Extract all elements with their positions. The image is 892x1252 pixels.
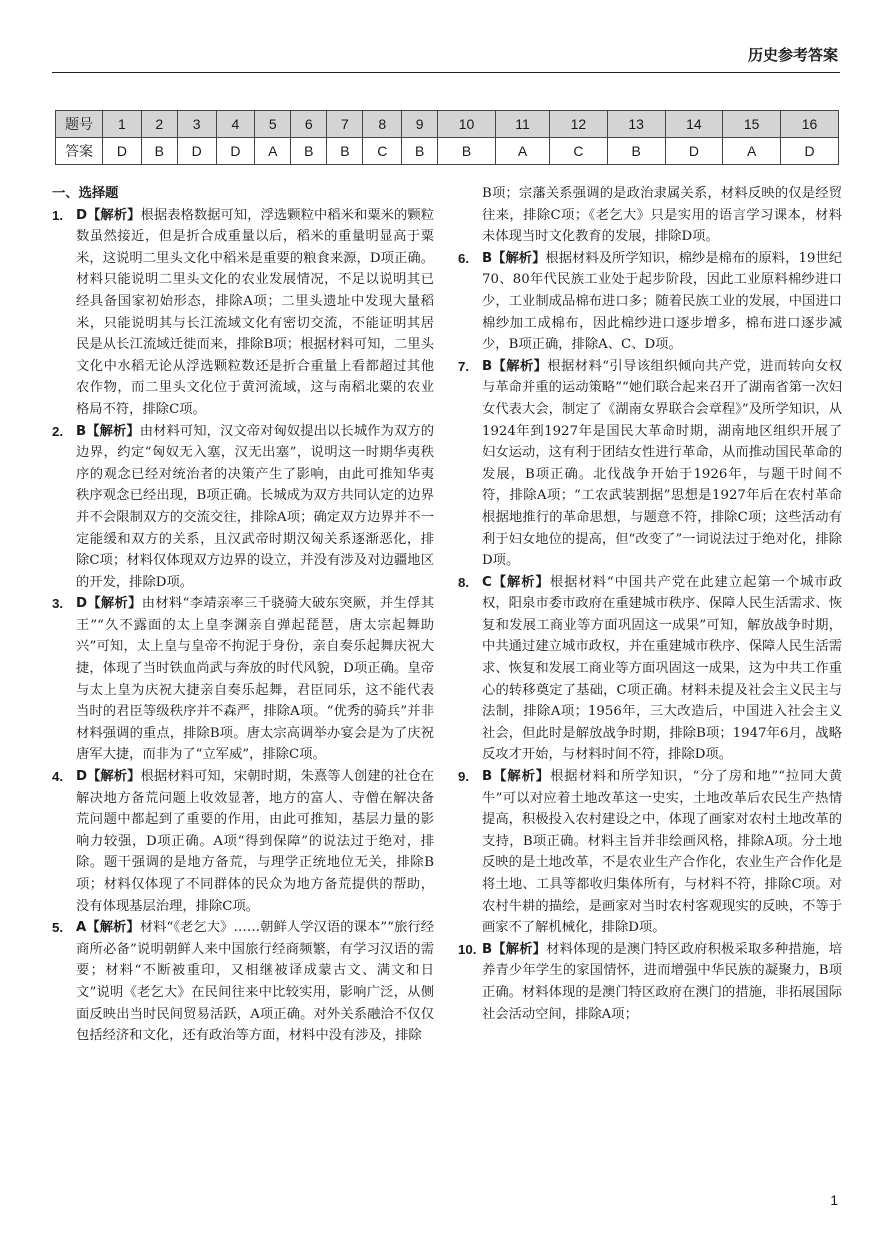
question-number-cell: 4 bbox=[216, 111, 255, 138]
answer-item-8 bbox=[458, 572, 842, 766]
answer-cell: D bbox=[781, 138, 839, 165]
item-answer-tag: C【解析】 bbox=[482, 574, 550, 590]
answer-cell: C bbox=[550, 138, 608, 165]
item-answer-tag: B【解析】 bbox=[482, 250, 546, 266]
question-number-cell: 1 bbox=[103, 111, 142, 138]
item-explanation: 材料“《老乞大》……朝鲜人学汉语的课本”“旅行经商所必备”说明朝鲜人来中国旅行经商频繁，有学习汉语的需要；材料“不断被重印，又相继被译成蒙古文、满文和日文”说明《老乞大》在民间往来中比较实用，影响广泛，从侧面反映出当时民间贸易活跃，A项正确。对外关系融洽不仅仅包括经济和文化，还有政治等方面，材料中没有涉及，排除 bbox=[76, 920, 434, 1044]
question-number-cell: 15 bbox=[723, 111, 781, 138]
question-number-cell: 2 bbox=[141, 111, 177, 138]
item-number: 4. bbox=[52, 769, 64, 785]
answer-cell: B bbox=[327, 138, 363, 165]
item-explanation: 根据材料及所学知识，棉纱是棉布的原料，19世纪70、80年代民族工业处于起步阶段，因此工业原料棉纱进口少，工业制成品棉布进口多；随着民族工业的发展，中国进口棉纱加工成棉布，因此棉纱进口逐步增多，棉布进口逐步减少，B项正确，排除A、C、D项。 bbox=[482, 250, 842, 353]
answer-table bbox=[55, 110, 839, 165]
item-number: 5. bbox=[52, 920, 64, 936]
answer-table-number-row bbox=[56, 111, 839, 138]
answer-item-9 bbox=[458, 766, 842, 939]
answer-cell: A bbox=[255, 138, 291, 165]
question-number-cell: 7 bbox=[327, 111, 363, 138]
answer-item-2 bbox=[52, 421, 434, 594]
item-answer-tag: B【解析】 bbox=[482, 769, 551, 785]
item-answer-tag: D【解析】 bbox=[76, 596, 142, 612]
question-number-cell: 11 bbox=[495, 111, 549, 138]
question-number-cell: 10 bbox=[438, 111, 496, 138]
question-number-cell: 8 bbox=[363, 111, 402, 138]
item-answer-tag: A【解析】 bbox=[76, 920, 140, 936]
item-answer-tag: B【解析】 bbox=[482, 941, 547, 957]
right-column bbox=[458, 183, 842, 1025]
answer-item-6 bbox=[458, 248, 842, 356]
answer-cell: A bbox=[723, 138, 781, 165]
answer-item-10 bbox=[458, 939, 842, 1025]
answer-item-5-continued: B项；宗藩关系强调的是政治隶属关系，材料反映的仅是经贸往来，排除C项；《老乞大》只是实用的语言学习课本，材料未体现当时文化教育的发展，排除D项。 bbox=[482, 186, 842, 245]
question-number-cell: 5 bbox=[255, 111, 291, 138]
question-number-cell: 13 bbox=[607, 111, 665, 138]
question-number-cell: 14 bbox=[665, 111, 723, 138]
question-number-cell: 12 bbox=[550, 111, 608, 138]
answer-item-5 bbox=[52, 917, 434, 1047]
item-answer-tag: B【解析】 bbox=[482, 358, 548, 374]
item-number: 6. bbox=[458, 250, 470, 266]
item-explanation: 由材料“李靖亲率三千骁骑大破东突厥，并生俘其王”“久不露面的太上皇李渊亲自弹起琵琶，唐太宗起舞助兴”可知，太上皇与皇帝不拘泥于身份，亲自奏乐起舞庆祝大捷，体现了当时铁血尚武与奔放的时代风貌，D项正确。皇帝与太上皇为庆祝大捷亲自奏乐起舞，君臣同乐，这不能代表当时的君臣等级秩序并不森严，排除A项。“优秀的骑兵”并非材料强调的重点，排除B项。唐太宗高调举办宴会是为了庆祝唐军大捷，而非为了“立军威”，排除C项。 bbox=[76, 596, 434, 763]
item-number: 7. bbox=[458, 358, 470, 374]
answer-table-answer-row bbox=[56, 138, 839, 165]
answer-table-row1-label: 题号 bbox=[56, 111, 103, 138]
section-title: 一、选择题 bbox=[52, 186, 119, 201]
item-explanation: 由材料可知，汉文帝对匈奴提出以长城作为双方的边界，约定“匈奴无入塞，汉无出塞”，说明这一时期华夷秩序的观念已经对统治者的决策产生了影响，由此可推知华夷秩序观念已经出现，B项正确。长城成为双方共同认定的边界并不会限制双方的交流交往，排除A项；确定双方边界并不一定能缓和双方的关系，且汉武帝时期汉匈关系逐渐恶化，排除C项；材料仅体现双方边界的设立，并没有涉及对边疆地区的开发，排除D项。 bbox=[76, 423, 434, 590]
answer-cell: D bbox=[177, 138, 216, 165]
item-number: 2. bbox=[52, 423, 64, 439]
page-header bbox=[0, 0, 892, 82]
question-number-cell: 3 bbox=[177, 111, 216, 138]
item-answer-tag: B【解析】 bbox=[76, 423, 140, 439]
item-explanation: 根据材料和所学知识，“分了房和地”“拉同大黄牛”可以对应着土地改革这一史实，土地改革后农民生产热情提高，积极投入农村建设之中，体现了画家对农村土地改革的支持，B项正确。材料主旨并非绘画风格，排除A项。分土地反映的是土地改革，不是农业生产合作化，农业生产合作化是将土地、工具等都收归集体所有，与材料不符，排除C项。对农村牛耕的描绘，是画家对当时农村客观现实的反映，不等于画家不了解机械化，排除D项。 bbox=[482, 769, 842, 936]
answer-cell: D bbox=[216, 138, 255, 165]
answer-cell: B bbox=[291, 138, 327, 165]
question-number-cell: 9 bbox=[402, 111, 438, 138]
answer-cell: C bbox=[363, 138, 402, 165]
answer-table-row2-label: 答案 bbox=[56, 138, 103, 165]
item-explanation: 根据材料可知，宋朝时期，朱熹等人创建的社仓在解决地方备荒问题上收效显著，地方的富人、寺僧在解决备荒问题中都起到了重要的作用，由此可推知，基层力量的影响力较强，D项正确。A项“得到保障”的说法过于绝对，排除。题干强调的是地方备荒，与理学正统地位无关，排除B项；材料仅体现了不同群体的民众为地方备荒提供的帮助，没有体现基层治理，排除C项。 bbox=[76, 769, 434, 914]
answer-item-7 bbox=[458, 356, 842, 572]
question-number-cell: 6 bbox=[291, 111, 327, 138]
item-number: 9. bbox=[458, 769, 470, 785]
item-explanation: 材料体现的是澳门特区政府积极采取多种措施，培养青少年学生的家国情怀，进而增强中华民族的凝聚力，B项正确。材料体现的是澳门特区政府在澳门的措施，非拓展国际社会活动空间，排除A项； bbox=[482, 941, 842, 1022]
item-number: 3. bbox=[52, 596, 64, 612]
answer-cell: A bbox=[495, 138, 549, 165]
item-explanation: 根据材料“中国共产党在此建立起第一个城市政权，阳泉市委市政府在重建城市秩序、保障人民生活需求、恢复和发展工商业等方面巩固这一成果”可知，解放战争时期，中共通过建立城市政权，并在重建城市秩序、保障人民生活需求、恢复和发展工商业等方面巩固这一成果，这为中共工作重心的转移奠定了基础，C项正确。材料未提及社会主义民主与法制，排除A项；1956年，三大改造后，中国进入社会主义社会，但此时是解放战争时期，排除B项；1947年6月，战略反攻才开始，与材料时间不符，排除D项。 bbox=[482, 574, 842, 763]
item-answer-tag: D【解析】 bbox=[76, 207, 141, 223]
answer-cell: B bbox=[141, 138, 177, 165]
item-explanation: 根据材料“引导该组织倾向共产党，进而转向女权与革命并重的运动策略”“她们联合起来召开了湖南省第一次妇女代表大会，制定了《湖南女界联合会章程》”及所学知识，从1924年到1927年是国民大革命时期，湖南地区组织开展了妇女运动，这有利于团结女性进行革命，从而推动国民革命的发展，B项正确。北伐战争开始于1926年，与题干时间不符，排除A项；“工农武装割据”思想是1927年后在农村革命根据地推行的革命思想，与题意不符，排除C项；这些活动有利于妇女地位的提高，但“改变了”一词说法过于绝对化，排除D项。 bbox=[482, 358, 842, 569]
answer-item-3 bbox=[52, 593, 434, 766]
left-column bbox=[52, 183, 434, 1047]
header-rule bbox=[52, 72, 840, 73]
answer-cell: B bbox=[607, 138, 665, 165]
item-number: 8. bbox=[458, 574, 470, 590]
answer-cell: D bbox=[103, 138, 142, 165]
answer-item-1 bbox=[52, 205, 434, 421]
item-number: 10. bbox=[458, 941, 477, 957]
item-explanation: 根据表格数据可知，浮选颗粒中稻米和粟米的颗粒数虽然接近，但是折合成重量以后，稻米的重量明显高于粟米，这说明二里头文化中稻米是重要的粮食来源，D项正确。材料只能说明二里头文化的农业发展情况，不足以说明其已经具备国家初始形态，排除A项；二里头遗址中发现大量稻米，只能说明其与长江流域文化有密切交流，不能证明其居民是从长江流域迁徙而来，排除B项；根据材料可知，二里头文化中水稻无论从浮选颗粒数还是折合重量上看都超过其他农作物，而二里头文化位于黄河流域，这与南稻北粟的农业格局不符，排除C项。 bbox=[76, 207, 434, 417]
item-number: 1. bbox=[52, 207, 64, 223]
answer-item-4 bbox=[52, 766, 434, 917]
page-number: 1 bbox=[830, 1192, 838, 1208]
item-answer-tag: D【解析】 bbox=[76, 769, 141, 785]
answer-cell: B bbox=[438, 138, 496, 165]
answer-cell: B bbox=[402, 138, 438, 165]
answer-cell: D bbox=[665, 138, 723, 165]
question-number-cell: 16 bbox=[781, 111, 839, 138]
header-title: 历史参考答案 bbox=[747, 46, 838, 64]
